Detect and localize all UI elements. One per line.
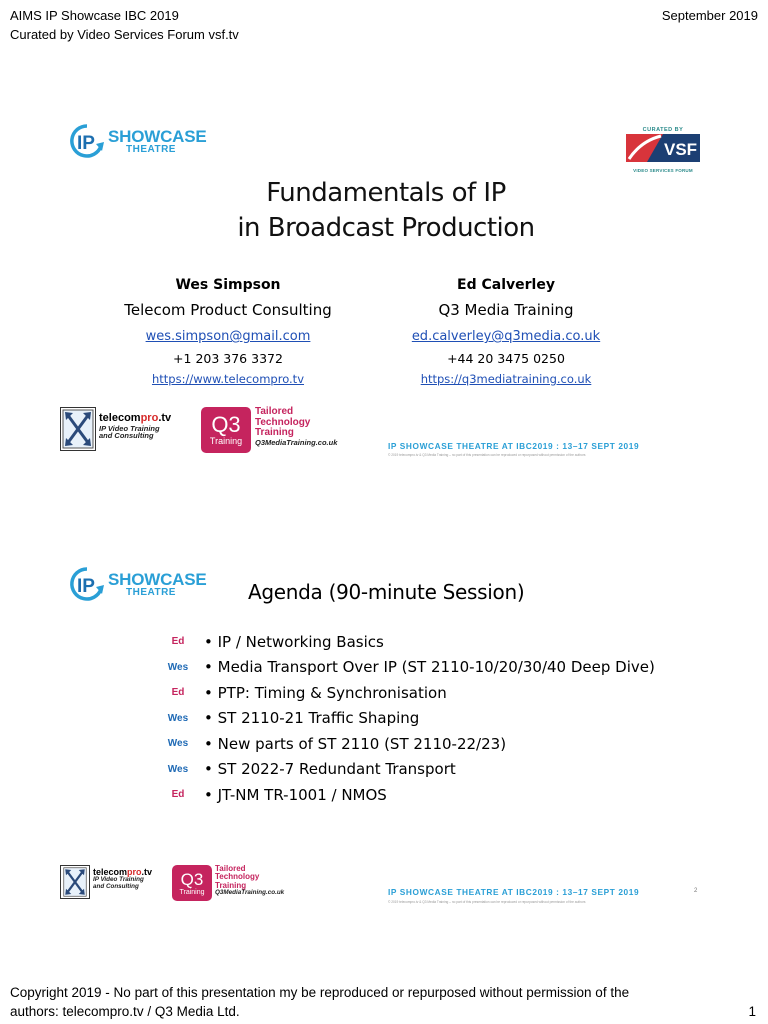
event-title: AIMS IP Showcase IBC 2019 xyxy=(10,8,179,23)
curated-by-text: Curated by Video Services Forum vsf.tv xyxy=(10,27,239,42)
q3-badge-icon xyxy=(172,865,212,901)
agenda-presenter: Wes xyxy=(167,661,189,673)
agenda-presenter: Ed xyxy=(171,789,185,801)
title-line-1: Fundamentals of IP xyxy=(266,178,506,208)
presenter-email-link[interactable]: wes.simpson@gmail.com xyxy=(145,329,311,344)
agenda-text: • PTP: Timing & Synchronisation xyxy=(204,684,447,702)
title-line-2: in Broadcast Production xyxy=(237,213,535,243)
agenda-text: • IP / Networking Basics xyxy=(204,633,384,651)
q3-small-text: Training xyxy=(179,888,205,896)
q3-tagline-2: Technology xyxy=(255,416,311,428)
svg-text:IP: IP xyxy=(77,576,95,597)
q3-badge-icon xyxy=(201,407,251,453)
q3-small-text: Training xyxy=(209,436,243,446)
presenter-name: Wes Simpson xyxy=(175,277,281,293)
vsf-forum-text: VIDEO SERVICES FORUM xyxy=(633,168,693,173)
q3-big-text: Q3 xyxy=(211,412,241,437)
slide-1-footer-copy: © 2019 telecompro.tv & Q3 Media Training – no part of this presentation can be reproduced or repurposed without permission of the authors xyxy=(388,453,586,457)
presenter-org: Telecom Product Consulting xyxy=(124,301,332,319)
agenda-text: • JT-NM TR-1001 / NMOS xyxy=(204,786,387,804)
showcase-word: SHOWCASE xyxy=(108,126,207,146)
q3-tagline-1: Tailored xyxy=(255,406,294,417)
slide-2-number: 2 xyxy=(694,888,698,894)
ip-circle-icon xyxy=(68,565,106,603)
telecompro-arrows-icon xyxy=(60,407,96,451)
telecompro-name: telecompro.tv xyxy=(99,412,172,424)
agenda-item xyxy=(156,731,655,757)
q3-site: Q3MediaTraining.co.uk xyxy=(255,437,338,447)
agenda-text: • New parts of ST 2110 (ST 2110-22/23) xyxy=(204,735,506,753)
presenter-org: Q3 Media Training xyxy=(438,301,574,319)
presenter-url-link[interactable]: https://www.telecompro.tv xyxy=(151,372,305,386)
q3-tagline-1: Tailored xyxy=(215,864,246,873)
page-header-date: September 2019 xyxy=(661,8,758,23)
vsf-mark-icon xyxy=(625,133,701,163)
vsf-curated-text: CURATED BY xyxy=(642,127,684,133)
page-number: 1 xyxy=(748,1004,756,1019)
agenda-text: • ST 2022-7 Redundant Transport xyxy=(204,760,456,778)
telecompro-logo xyxy=(60,407,171,451)
slide-2-footer: IP SHOWCASE THEATRE AT IBC2019 : 13–17 SEPT 2019 xyxy=(388,887,640,897)
presenter-url-link[interactable]: https://q3mediatraining.co.uk xyxy=(420,372,592,386)
presenter-name: Ed Calverley xyxy=(457,277,555,293)
slide-2-footer-copy: © 2019 telecompro.tv & Q3 Media Training – no part of this presentation can be reproduced or repurposed without permission of the authors xyxy=(388,900,586,904)
telecompro-sub-1: IP Video Training xyxy=(99,423,160,433)
slide-1-footer: IP SHOWCASE THEATRE AT IBC2019 : 13–17 SEPT 2019 xyxy=(388,441,640,451)
agenda-item xyxy=(156,757,655,783)
presenter-ed xyxy=(376,274,636,388)
ip-showcase-logo xyxy=(68,565,207,603)
theatre-word: THEATRE xyxy=(126,143,176,155)
q3-tagline-3: Training xyxy=(255,427,294,438)
agenda-presenter: Ed xyxy=(171,687,185,699)
page-header-left xyxy=(10,6,239,44)
presenter-email-link[interactable]: ed.calverley@q3media.co.uk xyxy=(411,329,601,344)
agenda-item xyxy=(156,782,655,808)
telecompro-name: telecompro.tv xyxy=(93,867,153,877)
agenda-text: • ST 2110-21 Traffic Shaping xyxy=(204,709,419,727)
agenda-presenter: Wes xyxy=(167,712,189,724)
agenda-text: • Media Transport Over IP (ST 2110-10/20/30/40 Deep Dive) xyxy=(204,658,655,676)
page-copyright: Copyright 2019 - No part of this presentation my be reproduced or repurposed without permission of the authors: telecompro.tv / Q3 Media Ltd. xyxy=(10,985,630,1019)
agenda-presenter: Wes xyxy=(167,763,189,775)
presenter-phone: +1 203 376 3372 xyxy=(173,351,283,366)
telecompro-arrows-icon xyxy=(60,865,90,899)
agenda-presenter: Ed xyxy=(171,636,185,648)
q3-site: Q3MediaTraining.co.uk xyxy=(215,889,285,897)
ip-showcase-logo xyxy=(68,122,207,160)
presenter-wes xyxy=(98,274,358,388)
q3-tagline-3: Training xyxy=(215,880,247,890)
agenda-item xyxy=(156,655,655,681)
q3-training-logo xyxy=(201,407,337,453)
theatre-word: THEATRE xyxy=(126,586,176,598)
presenter-phone: +44 20 3475 0250 xyxy=(447,351,565,366)
q3-tagline-2: Technology xyxy=(215,872,260,882)
slide-2-title: Agenda (90-minute Session) xyxy=(248,580,525,604)
telecompro-logo xyxy=(60,865,152,899)
slide-2 xyxy=(56,545,716,933)
telecompro-sub-1: IP Video Training xyxy=(93,876,144,884)
ip-circle-icon xyxy=(68,122,106,160)
vsf-name: VSF xyxy=(664,140,698,159)
slide-1-title xyxy=(56,176,716,246)
telecompro-sub-2: and Consulting xyxy=(99,431,154,441)
showcase-word: SHOWCASE xyxy=(108,569,207,589)
q3-training-logo xyxy=(172,865,284,901)
agenda-item xyxy=(156,629,655,655)
agenda-list xyxy=(156,629,655,808)
telecompro-sub-2: and Consulting xyxy=(93,883,139,891)
svg-text:IP: IP xyxy=(77,133,95,154)
agenda-item xyxy=(156,706,655,732)
vsf-logo xyxy=(624,127,702,173)
agenda-presenter: Wes xyxy=(167,738,189,750)
q3-big-text: Q3 xyxy=(180,869,204,889)
agenda-item xyxy=(156,680,655,706)
slide-1 xyxy=(56,100,716,488)
